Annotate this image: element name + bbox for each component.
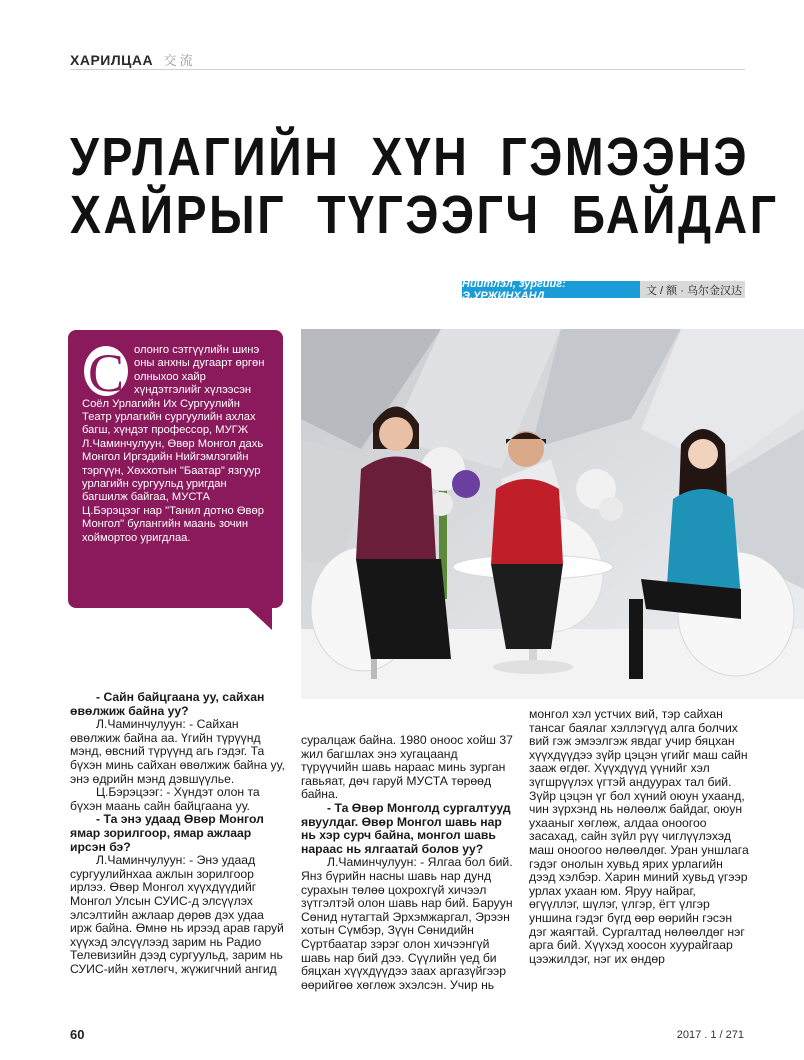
paragraph: монгол хэл устчих вий, тэр сайхан тансаг баялаг хэллэгүүд алга болчих вий гэж эмээлгэж явдаг учир бяцхан хүүхдүүдээ зүйр цэцэн үгийг маш сайн зааж өгдөг. Хүүхдүүд үүнийг хэл зүгшрүүлэх үгтэй андуурах тал бий. Зүйр цэцэн үг бол хүний оюун ухаанд, чин зүрхэнд нь нөлөөлж байдаг, оюун ухааныг хөглөж, алдаа оноогоо засахад, сайн зүйл рүү чиглүүлэхэд маш оноогоо нөлөөлдөг. Уран уншлага гэдэг онолын хувьд ярих урлагийн дээд хэлбэр. Харин миний хувьд үгээр урлах ухаан юм. Яруу найраг, өгүүллэг, шүлэг, үлгэр, ёгт үлгэр уншина гэдэг бүгд өөр өөрийн гэсэн дэг жаягтай. Сургалтад нөлөөлдөг нэг арга бий. Хүүхэд хоосон хуурайгаар цээжилдэг, нэг их өндөр <box>529 707 749 966</box>
drop-cap: С <box>84 346 128 396</box>
text-column-2 <box>301 734 515 992</box>
interview-photo <box>301 329 804 699</box>
intro-text: олонго сэтгүүлийн шинэ оны анхны дугаарт өргөн олныхоо хайр хүндэтгэлийг хүлээсэн Соёл Урлагийн Их Сургуулийн Театр урлагийн сургуулийн ахлах багш, хүндэт профессор, МУГЖ Л.Чаминчулуун, Өвөр Монгол дахь Монгол Иргэдийн Нийгэмлэгийн тэргүүн, Хөххотын "Баатар" язгуур урлагийн сургуульд уригдан багшилж байгаа, МУСТА Ц.Бэрэцээг нар "Танил дотно Өвөр Монгол" булангийн маань зочин хоймортоо уригдлаа. <box>82 344 265 544</box>
answer: Ц.Бэрэцээг: - Хүндэт олон та бүхэн маань сайн байцгаана уу. <box>70 785 260 813</box>
section-header <box>70 50 745 70</box>
text-column-3 <box>529 708 749 966</box>
article-title <box>70 127 779 245</box>
answer: Л.Чаминчулуун: - Энэ удаад сургуулийнхаа ажлын зорилгоор ирлээ. Өвөр Монгол хүүхдүүдийг Монгол Улсын СУИС-д элсүүлэх элсэлтийн ажлаар дөрөв дэх удаа ирж байна. Өмнө нь ирээд арав гаруй хүүхэд элсүүлээд зарим нь Радио Телевизийн дээд сургуульд, зарим нь СУИС-ийн хөтлөгч, жүжигчний ангид <box>70 853 284 976</box>
title-line-2: ХАЙРЫГ ТҮГЭЭГЧ БАЙДАГ <box>70 185 779 245</box>
question: - Сайн байцгаана уу, сайхан өвөлжиж байна уу? <box>70 690 265 718</box>
issue-number: 2017 . 1 / 271 <box>676 1029 744 1041</box>
author-credit: Нийтлэл, зургийг: Э.УРЖИНХАНД <box>462 281 640 298</box>
section-label: ХАРИЛЦАА <box>70 52 154 68</box>
question: - Та энэ удаад Өвөр Монгол ямар зорилгоор, ямар ажлаар ирсэн бэ? <box>70 812 264 854</box>
studio-illustration <box>301 329 804 699</box>
callout-tail <box>244 604 272 630</box>
intro-callout <box>68 330 283 608</box>
page-number: 60 <box>70 1027 85 1042</box>
answer: Л.Чаминчулуун: - Ялгаа бол бий. Янз бүрийн насны шавь нар дунд сурахын төлөө цохрохгүй хичээл зүтгэлтэй олон шавь нар бий. Баруун Сөнид нутагтай Эрхэмжаргал, Эрээн хотын Сүмбэр, Зүүн Сөнидийн Сүртбаатар зэрэг олон хичээнгүй шавь нар бий дээ. Сүүлийн үед би бяцхан хүүхдүүдээ заах аргазүйгээр өөрийгөө хөглөж эхэлсэн. Учир нь <box>301 855 513 992</box>
title-line-1: УРЛАГИЙН ХҮН ГЭМЭЭНЭ <box>70 127 750 187</box>
author-credit-chinese: 文 / 额 · 乌尔金汉达 <box>640 281 745 298</box>
answer: Л.Чаминчулуун: - Сайхан өвөлжиж байна аа. Үгийн түрүүнд мэнд, өвсний түрүүнд агь гэдэг. Та бүхэн минь сайхан өвөлжиж байна уу, энэ өдрийн мэнд дэвшүүлье. <box>70 717 285 786</box>
section-label-chinese: 交流 <box>163 53 196 68</box>
question: - Та Өвөр Монголд сургалтууд явуулдаг. Өвөр Монгол шавь нар нь хэр сурч байна, монгол шавь нараас нь ялгаатай болов уу? <box>301 800 511 856</box>
paragraph: суралцаж байна. 1980 оноос хойш 37 жил багшлах энэ хугацаанд түрүүчийн шавь нараас минь зурган гавьяат, дөч гаруй МУСТА төрөөд байна. <box>301 733 513 802</box>
text-column-1 <box>70 691 286 976</box>
